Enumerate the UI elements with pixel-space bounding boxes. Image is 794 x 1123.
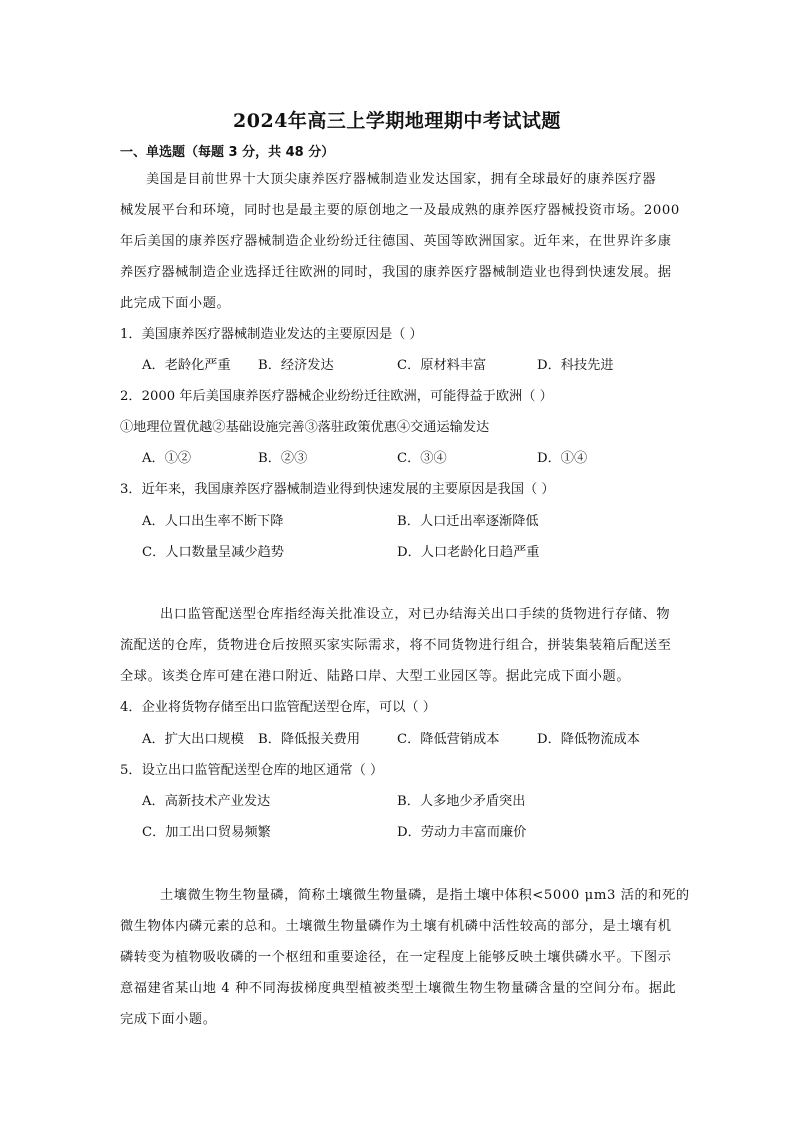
option-a: A．人口出生率不断下降	[142, 514, 284, 529]
passage-line: 此完成下面小题。	[120, 296, 231, 311]
option-a: A．①②	[142, 451, 192, 466]
question-stem: 1．美国康养医疗器械制造业发达的主要原因是（ ）	[120, 327, 423, 342]
question-stem: 3．近年来，我国康养医疗器械制造业得到快速发展的主要原因是我国（ ）	[120, 482, 555, 497]
option-c: C．人口数量呈减少趋势	[142, 545, 284, 560]
question-stem: 2．2000 年后美国康养医疗器械企业纷纷迁往欧洲，可能得益于欧洲（ ）	[120, 389, 553, 404]
option-b: B．②③	[258, 451, 308, 466]
option-a: A．老龄化严重	[142, 358, 231, 373]
option-d: D．降低物流成本	[537, 732, 640, 747]
page-title: 2024年高三上学期地理期中考试试题	[233, 110, 561, 132]
option-d: D．科技先进	[537, 358, 614, 373]
question-stem: 5．设立出口监管配送型仓库的地区通常（ ）	[120, 763, 384, 778]
passage-line: 微生物体内磷元素的总和。土壤微生物量磷作为土壤有机磷中活性较高的部分，是土壤有机	[120, 919, 672, 934]
option-b: B．降低报关费用	[258, 732, 361, 747]
passage-line: 磷转变为植物吸收磷的一个枢纽和重要途径，在一定程度上能够反映土壤供磷水平。下图示	[120, 950, 672, 965]
passage-line: 美国是目前世界十大顶尖康养医疗器械制造业发达国家，拥有全球最好的康养医疗器	[146, 172, 657, 187]
option-b: B．人多地少矛盾突出	[397, 794, 526, 809]
option-c: C．③④	[397, 451, 447, 466]
section-heading: 一、单选题（每题 3 分，共 48 分）	[120, 145, 335, 160]
passage-line: 年后美国的康养医疗器械制造企业纷纷迁往德国、英国等欧洲国家。近年来，在世界许多康	[120, 234, 672, 249]
passage-line: 全球。该类仓库可建在港口附近、陆路口岸、大型工业园区等。据此完成下面小题。	[120, 669, 631, 684]
passage-line: 养医疗器械制造企业选择迁往欧洲的同时，我国的康养医疗器械制造业也得到快速发展。据	[120, 265, 672, 280]
passage-line: 流配送的仓库，货物进仓后按照买家实际需求，将不同货物进行组合，拼装集装箱后配送至	[120, 638, 672, 653]
option-d: D．劳动力丰富而廉价	[397, 825, 527, 840]
option-b: B．经济发达	[258, 358, 334, 373]
passage-line: 土壤微生物生物量磷，简称土壤微生物量磷，是指土壤中体积<5000 μm3 活的和死的	[160, 888, 690, 903]
option-b: B．人口迁出率逐渐降低	[397, 514, 539, 529]
passage-line: 完成下面小题。	[120, 1012, 217, 1027]
option-d: D．①④	[537, 451, 588, 466]
option-a: A．扩大出口规模	[142, 732, 244, 747]
passage-line: 意福建省某山地 4 种不同海拔梯度典型植被类型土壤微生物生物量磷含量的空间分布。据此	[120, 981, 677, 996]
option-d: D．人口老龄化日趋严重	[397, 545, 540, 560]
option-c: C．加工出口贸易频繁	[142, 825, 271, 840]
passage-line: 械发展平台和环境，同时也是最主要的原创地之一及最成熟的康养医疗器械投资市场。2000	[120, 203, 680, 218]
option-a: A．高新技术产业发达	[142, 794, 271, 809]
question-stem: 4．企业将货物存储至出口监管配送型仓库，可以（ ）	[120, 700, 436, 715]
option-c: C．降低营销成本	[397, 732, 500, 747]
question-items: ①地理位置优越②基础设施完善③落驻政策优惠④交通运输发达	[120, 420, 490, 435]
passage-line: 出口监管配送型仓库指经海关批准设立，对已办结海关出口手续的货物进行存储、物	[160, 607, 671, 622]
option-c: C．原材料丰富	[397, 358, 487, 373]
